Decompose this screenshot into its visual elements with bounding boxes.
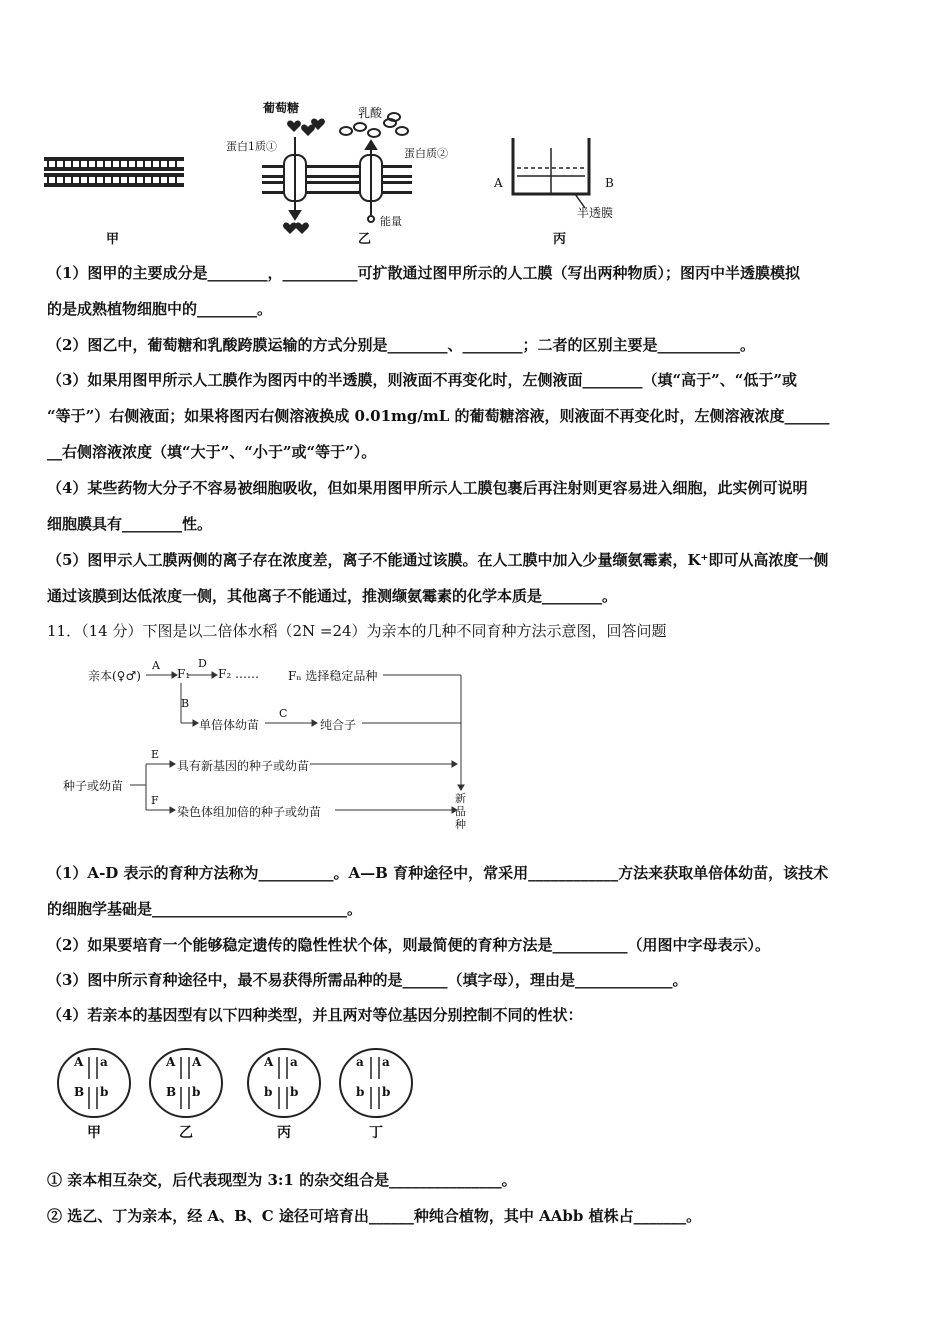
- diagram-doubled: 染色体组加倍的种子或幼苗: [177, 805, 322, 819]
- q11-p1-line2: 的细胞学基础是__________________________。: [47, 900, 363, 918]
- side-a-label: A: [494, 176, 503, 190]
- cell-circle: [246, 1047, 322, 1119]
- side-b-label: B: [605, 176, 614, 190]
- cell-bing-bottom-left: b: [264, 1085, 273, 1099]
- q10-p1-line1: （1）图甲的主要成分是________，__________可扩散通过图甲所示的人工膜（写出两种物质）；图丙中半透膜模拟: [47, 264, 800, 282]
- q10-p5-line2: 通过该膜到达低浓度一侧，其他离子不能通过，推测缬氨霉素的化学本质是________。: [47, 587, 618, 605]
- protein2-label: 蛋白质②: [404, 147, 448, 160]
- label-bing: 丙: [553, 232, 567, 247]
- lactic-acid-label: 乳酸: [358, 106, 383, 120]
- cell-bing-top-left: A: [264, 1055, 274, 1069]
- cell-ding-top-left: a: [356, 1055, 364, 1069]
- q10-p4-line2: 细胞膜具有________性。: [47, 515, 213, 533]
- diagram-F1: F₁: [177, 667, 191, 681]
- diagram-seed: 种子或幼苗: [63, 779, 124, 793]
- cell-yi-bottom-right: b: [192, 1085, 201, 1099]
- diagram-Fn: Fₙ 选择稳定品种: [288, 669, 378, 683]
- membrane-label: 半透膜: [577, 206, 614, 220]
- q11-p2: （2）如果要培育一个能够稳定遗传的隐性性状个体，则最简便的育种方法是__________（用图中字母表示）。: [47, 936, 770, 954]
- cell-circle: [338, 1047, 414, 1119]
- q11-p3: （3）图中所示育种途径中，最不易获得所需品种的是______（填字母），理由是_____________。: [47, 971, 688, 989]
- cell-ding-bottom-left: b: [356, 1085, 365, 1099]
- cell-yi-bottom-left: B: [166, 1085, 177, 1099]
- diagram-C: C: [279, 707, 288, 720]
- cell-circle: [148, 1047, 224, 1119]
- cell-jia-top-left: A: [74, 1055, 84, 1069]
- cell-yi-name: 乙: [179, 1125, 193, 1141]
- diagram-F2: F₂ ……: [218, 667, 259, 681]
- cell-bing-top-right: a: [290, 1055, 298, 1069]
- diagram-newvariety: 新品种: [455, 792, 466, 831]
- q10-p5-line1: （5）图甲示人工膜两侧的离子存在浓度差，离子不能通过该膜。在人工膜中加入少量缬氨霉素，K⁺即可从高浓度一侧: [47, 551, 829, 569]
- q10-p4-line1: （4）某些药物大分子不容易被细胞吸收，但如果用图甲所示人工膜包裹后再注射则更容易进入细胞，此实例可说明: [47, 479, 808, 497]
- q10-p3-line3: __右侧溶液浓度（填“大于”、“小于”或“等于”）。: [47, 443, 377, 461]
- cell-jia-top-right: a: [100, 1055, 108, 1069]
- label-jia: 甲: [106, 232, 120, 247]
- cell-ding-bottom-right: b: [382, 1085, 391, 1099]
- protein1-label: 蛋白1质①: [226, 140, 277, 153]
- cell-yi-top-right: A: [192, 1055, 202, 1069]
- q11-s1: ① 亲本相互杂交，后代表现型为 3:1 的杂交组合是_______________。: [47, 1171, 517, 1189]
- cell-bing-bottom-right: b: [290, 1085, 299, 1099]
- cell-ding-top-right: a: [382, 1055, 390, 1069]
- diagram-A: A: [152, 659, 160, 672]
- diagram-pure: 纯合子: [320, 718, 357, 732]
- q11-p4: （4）若亲本的基因型有以下四种类型，并且两对等位基因分别控制不同的性状：: [47, 1006, 583, 1024]
- q10-p2: （2）图乙中，葡萄糖和乳酸跨膜运输的方式分别是________、________；二者的区别主要是___________。: [47, 336, 755, 354]
- q10-p3-line1: （3）如果用图甲所示人工膜作为图丙中的半透膜，则液面不再变化时，左侧液面________（填“高于”、“低于”或: [47, 371, 797, 389]
- cell-yi-top-left: A: [166, 1055, 176, 1069]
- cell-ding-name: 丁: [369, 1125, 383, 1141]
- q11-s2: ② 选乙、丁为亲本，经 A、B、C 途径可培育出______种纯合植物，其中 AAbb 植株占_______。: [47, 1207, 702, 1225]
- cell-jia-bottom-right: b: [100, 1085, 109, 1099]
- cell-bing-name: 丙: [277, 1125, 291, 1141]
- diagram-F: F: [151, 794, 159, 807]
- diagram-parent: 亲本(♀♂): [88, 669, 141, 683]
- q11-p1-line1: （1）A-D 表示的育种方法称为__________。A—B 育种途径中，常采用____________方法来获取单倍体幼苗，该技术: [47, 864, 829, 882]
- glucose-label: 葡萄糖: [263, 101, 300, 115]
- cell-jia-bottom-left: B: [74, 1085, 85, 1099]
- diagram-B: B: [181, 697, 190, 710]
- cell-jia-name: 甲: [87, 1125, 101, 1141]
- q10-p3-line2: “等于”）右侧液面；如果将图丙右侧溶液换成 0.01mg/mL 的葡萄糖溶液，则液面不再变化时，左侧溶液浓度______: [47, 407, 830, 425]
- diagram-haploid: 单倍体幼苗: [199, 718, 260, 732]
- q11-title: 11．（14 分）下图是以二倍体水稻（2N =24）为亲本的几种不同育种方法示意图，回答问题: [47, 622, 667, 640]
- q10-p1-line2: 的是成熟植物细胞中的________。: [47, 300, 273, 318]
- diagram-D: D: [198, 657, 207, 670]
- cell-circle: [56, 1047, 132, 1119]
- diagram-newgene: 具有新基因的种子或幼苗: [177, 759, 310, 773]
- diagram-E: E: [151, 748, 160, 761]
- label-yi: 乙: [358, 232, 372, 247]
- energy-label: 能量: [380, 215, 402, 228]
